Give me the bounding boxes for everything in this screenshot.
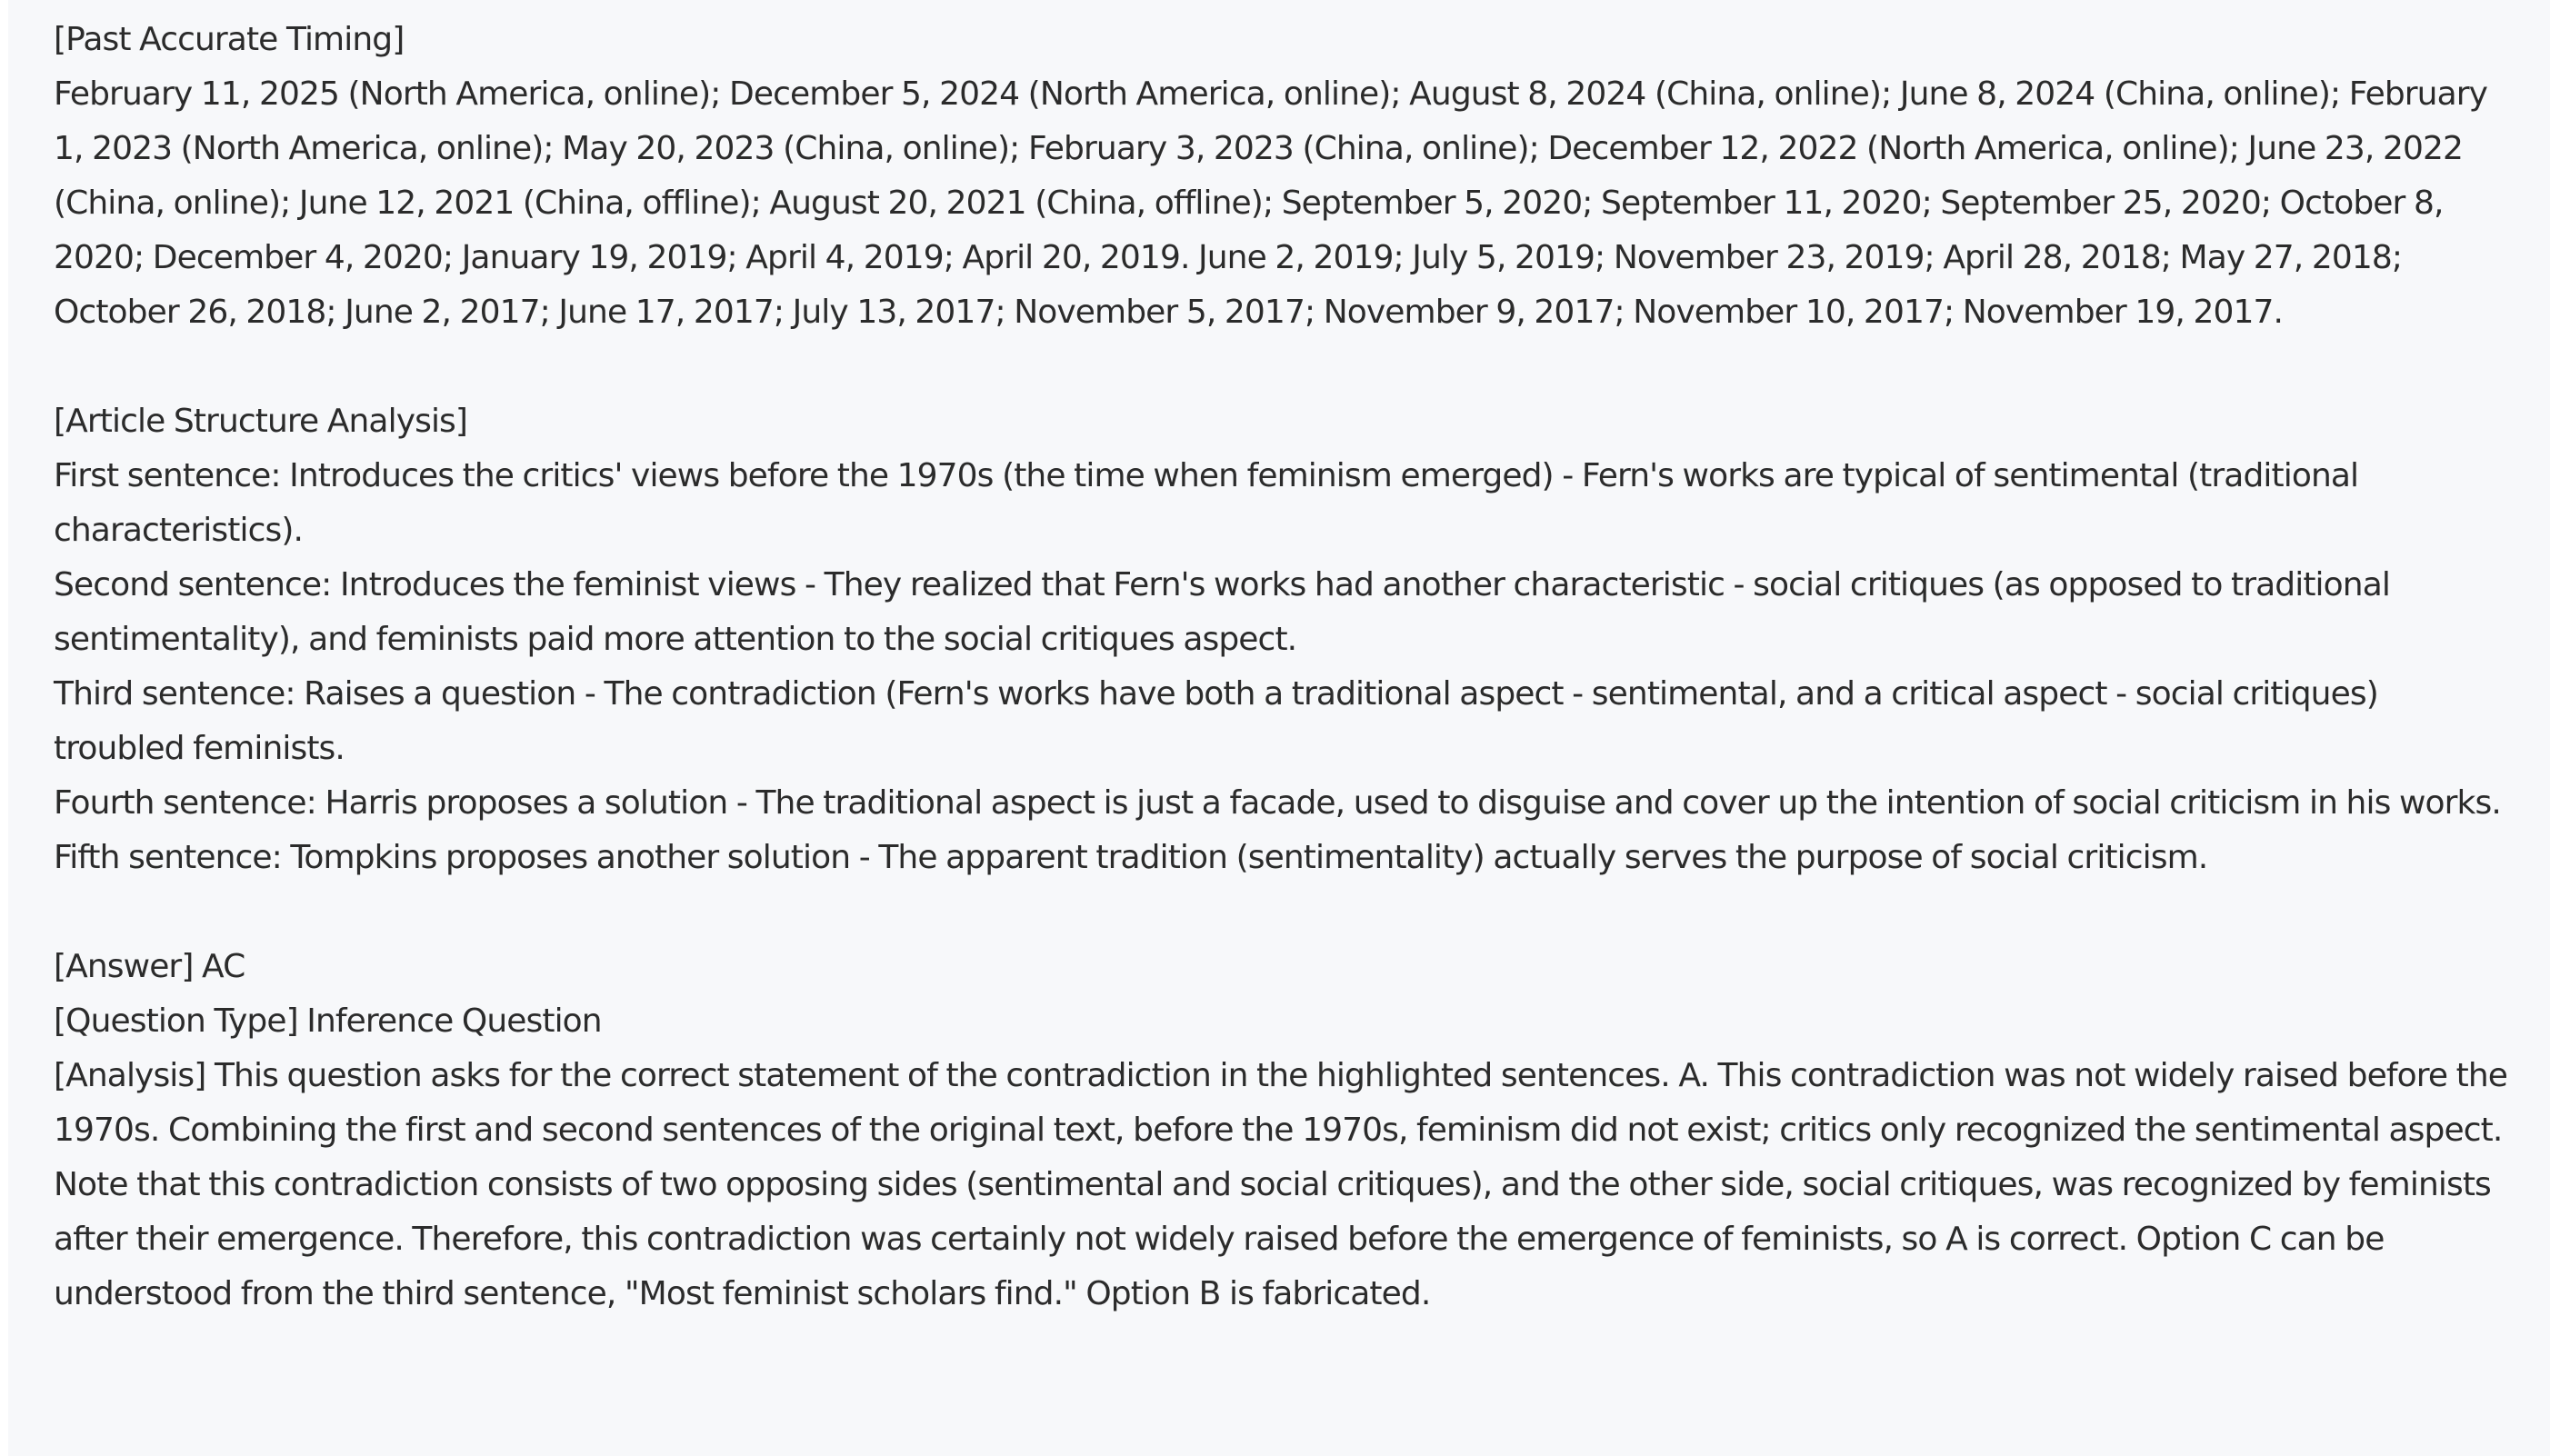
section-spacer xyxy=(54,340,2514,394)
timing-dates: February 11, 2025 (North America, online); December 5, 2024 (North America, online); August 8, 2024 (China, online); June 8, 2024 (China, online); February 1, 2023 (North America, online); May 20, 2023 (China, online); February 3, 2023 (China, online); December 12, 2022 (North America, online); June 23, 2022 (China, online); June 12, 2021 (China, offline); August 20, 2021 (China, offline); September 5, 2020; September 11, 2020; September 25, 2020; October 8, 2020; December 4, 2020; January 19, 2019; April 4, 2019; April 20, 2019. June 2, 2019; July 5, 2019; November 23, 2019; April 28, 2018; May 27, 2018; October 26, 2018; June 2, 2017; June 17, 2017; July 13, 2017; November 5, 2017; November 9, 2017; November 10, 2017; November 19, 2017. xyxy=(54,75,2488,331)
sentence-2: Second sentence: Introduces the feminist views - They realized that Fern's works had another characteristic - social critiques (as opposed to traditional sentimentality), and feminists paid more attention to the social critiques aspect. xyxy=(54,566,2390,658)
response-panel xyxy=(8,0,2550,1456)
section-spacer xyxy=(54,885,2514,940)
question-type-line: [Question Type] Inference Question xyxy=(54,1002,602,1040)
structure-heading: [Article Structure Analysis] xyxy=(54,403,468,440)
sentence-5: Fifth sentence: Tompkins proposes another solution - The apparent tradition (sentimentality) actually serves the purpose of social criticism. xyxy=(54,839,2208,876)
sentence-3: Third sentence: Raises a question - The contradiction (Fern's works have both a traditional aspect - sentimental, and a critical aspect - social critiques) troubled feminists. xyxy=(54,675,2378,767)
answer-line: [Answer] AC xyxy=(54,948,245,985)
timing-heading: [Past Accurate Timing] xyxy=(54,21,405,58)
analysis-paragraph: [Analysis] This question asks for the correct statement of the contradiction in the highlighted sentences. A. This contradiction was not widely raised before the 1970s. Combining the first and second sentences of the original text, before the 1970s, feminism did not exist; critics only recognized the sentimental aspect. Note that this contradiction consists of two opposing sides (sentimental and social critiques), and the other side, social critiques, was recognized by feminists after their emergence. Therefore, this contradiction was certainly not widely raised before the emergence of feminists, so A is correct. Option C can be understood from the third sentence, "Most feminist scholars find." Option B is fabricated. xyxy=(54,1057,2508,1312)
sentence-4: Fourth sentence: Harris proposes a solution - The traditional aspect is just a facade, used to disguise and cover up the intention of social criticism in his works. xyxy=(54,784,2501,822)
sentence-1: First sentence: Introduces the critics' views before the 1970s (the time when feminism emerged) - Fern's works are typical of sentimental (traditional characteristics). xyxy=(54,457,2359,549)
